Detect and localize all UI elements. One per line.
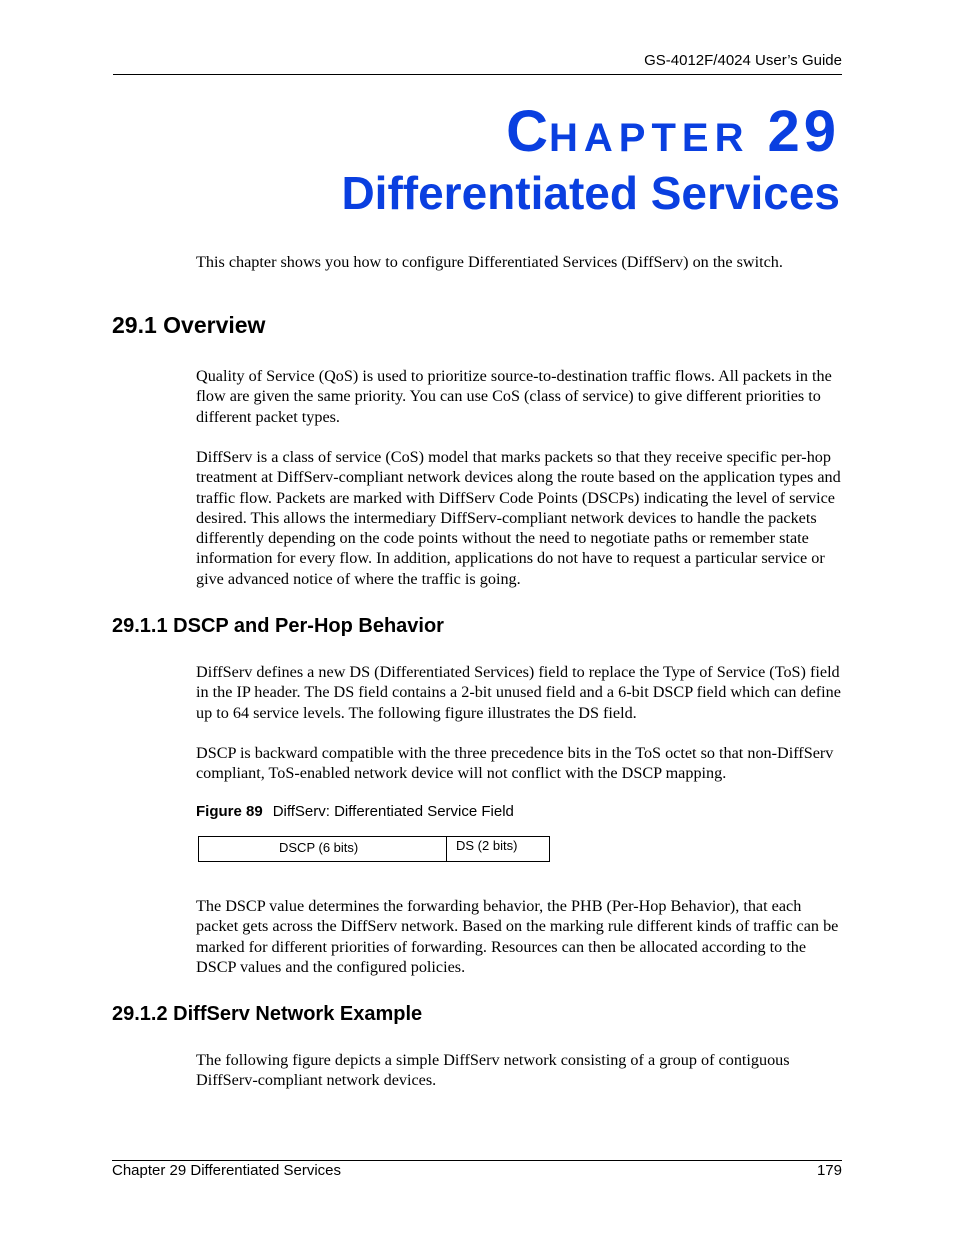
footer-rule xyxy=(112,1160,842,1161)
section-heading-dscp: 29.1.1 DSCP and Per-Hop Behavior xyxy=(112,615,444,637)
ds-field-cell xyxy=(447,837,549,861)
chapter-word-rest: HAPTER xyxy=(549,116,750,160)
section-heading-overview: 29.1 Overview xyxy=(112,312,266,338)
intro-paragraph: This chapter shows you how to configure Differentiated Services (DiffServ) on the switch. xyxy=(196,253,783,271)
dscp-field-cell xyxy=(199,837,447,861)
chapter-word-initial: C xyxy=(506,99,550,164)
section-heading-example: 29.1.2 DiffServ Network Example xyxy=(112,1003,423,1025)
footer-page-number: 179 xyxy=(816,1162,842,1179)
chapter-title: Differentiated Services xyxy=(341,167,840,219)
dscp-paragraph-3: The DSCP value determines the forwarding behavior, the PHB (Per-Hop Behavior), that each packet gets across the DiffServ network. Based on the marking rule different kinds of traffic can be marked for different priorities of forwarding. Resources can then be allocated according to the DSCP values and the configured policies. xyxy=(196,897,839,976)
dscp-field-label: DSCP (6 bits) xyxy=(279,840,359,855)
ds-field-label: DS (2 bits) xyxy=(456,838,518,853)
overview-paragraph-1: Quality of Service (QoS) is used to prioritize source-to-destination traffic flows. All packets in the flow are given the same priority. You can use CoS (class of service) to give different priorities to different packet types. xyxy=(196,367,832,426)
figure-caption xyxy=(196,803,514,820)
chapter-number: 29 xyxy=(767,99,840,164)
running-header: GS-4012F/4024 User’s Guide xyxy=(644,52,842,69)
example-paragraph-1: The following figure depicts a simple DiffServ network consisting of a group of contiguous DiffServ-compliant network devices. xyxy=(196,1051,790,1090)
dscp-paragraph-1: DiffServ defines a new DS (Differentiated Services) field to replace the Type of Service (ToS) field in the IP header. The DS field contains a 2-bit unused field and a 6-bit DSCP field which can define up to 64 service levels. The following figure illustrates the DS field. xyxy=(196,663,841,722)
dscp-paragraph-2: DSCP is backward compatible with the three precedence bits in the ToS octet so that non-DiffServ compliant, ToS-enabled network device will not conflict with the DSCP mapping. xyxy=(196,744,834,783)
figure-caption-text: DiffServ: Differentiated Service Field xyxy=(272,803,514,820)
figure-label: Figure 89 xyxy=(196,803,263,820)
chapter-label xyxy=(506,98,840,165)
ds-field-diagram xyxy=(198,836,550,862)
footer-chapter-ref: Chapter 29 Differentiated Services xyxy=(112,1162,342,1179)
overview-paragraph-2: DiffServ is a class of service (CoS) model that marks packets so that they receive specific per-hop treatment at DiffServ-compliant network devices along the route based on the application types and traffic flow. Packets are marked with DiffServ Code Points (DSCPs) indicating the level of service desired. This allows the intermediary DiffServ-compliant network devices to handle the packets differently depending on the code points without the need to negotiate paths or remember state information for every flow. In addition, applications do not have to request a particular service or give advanced notice of where the traffic is going. xyxy=(196,448,841,588)
header-rule xyxy=(113,74,842,75)
